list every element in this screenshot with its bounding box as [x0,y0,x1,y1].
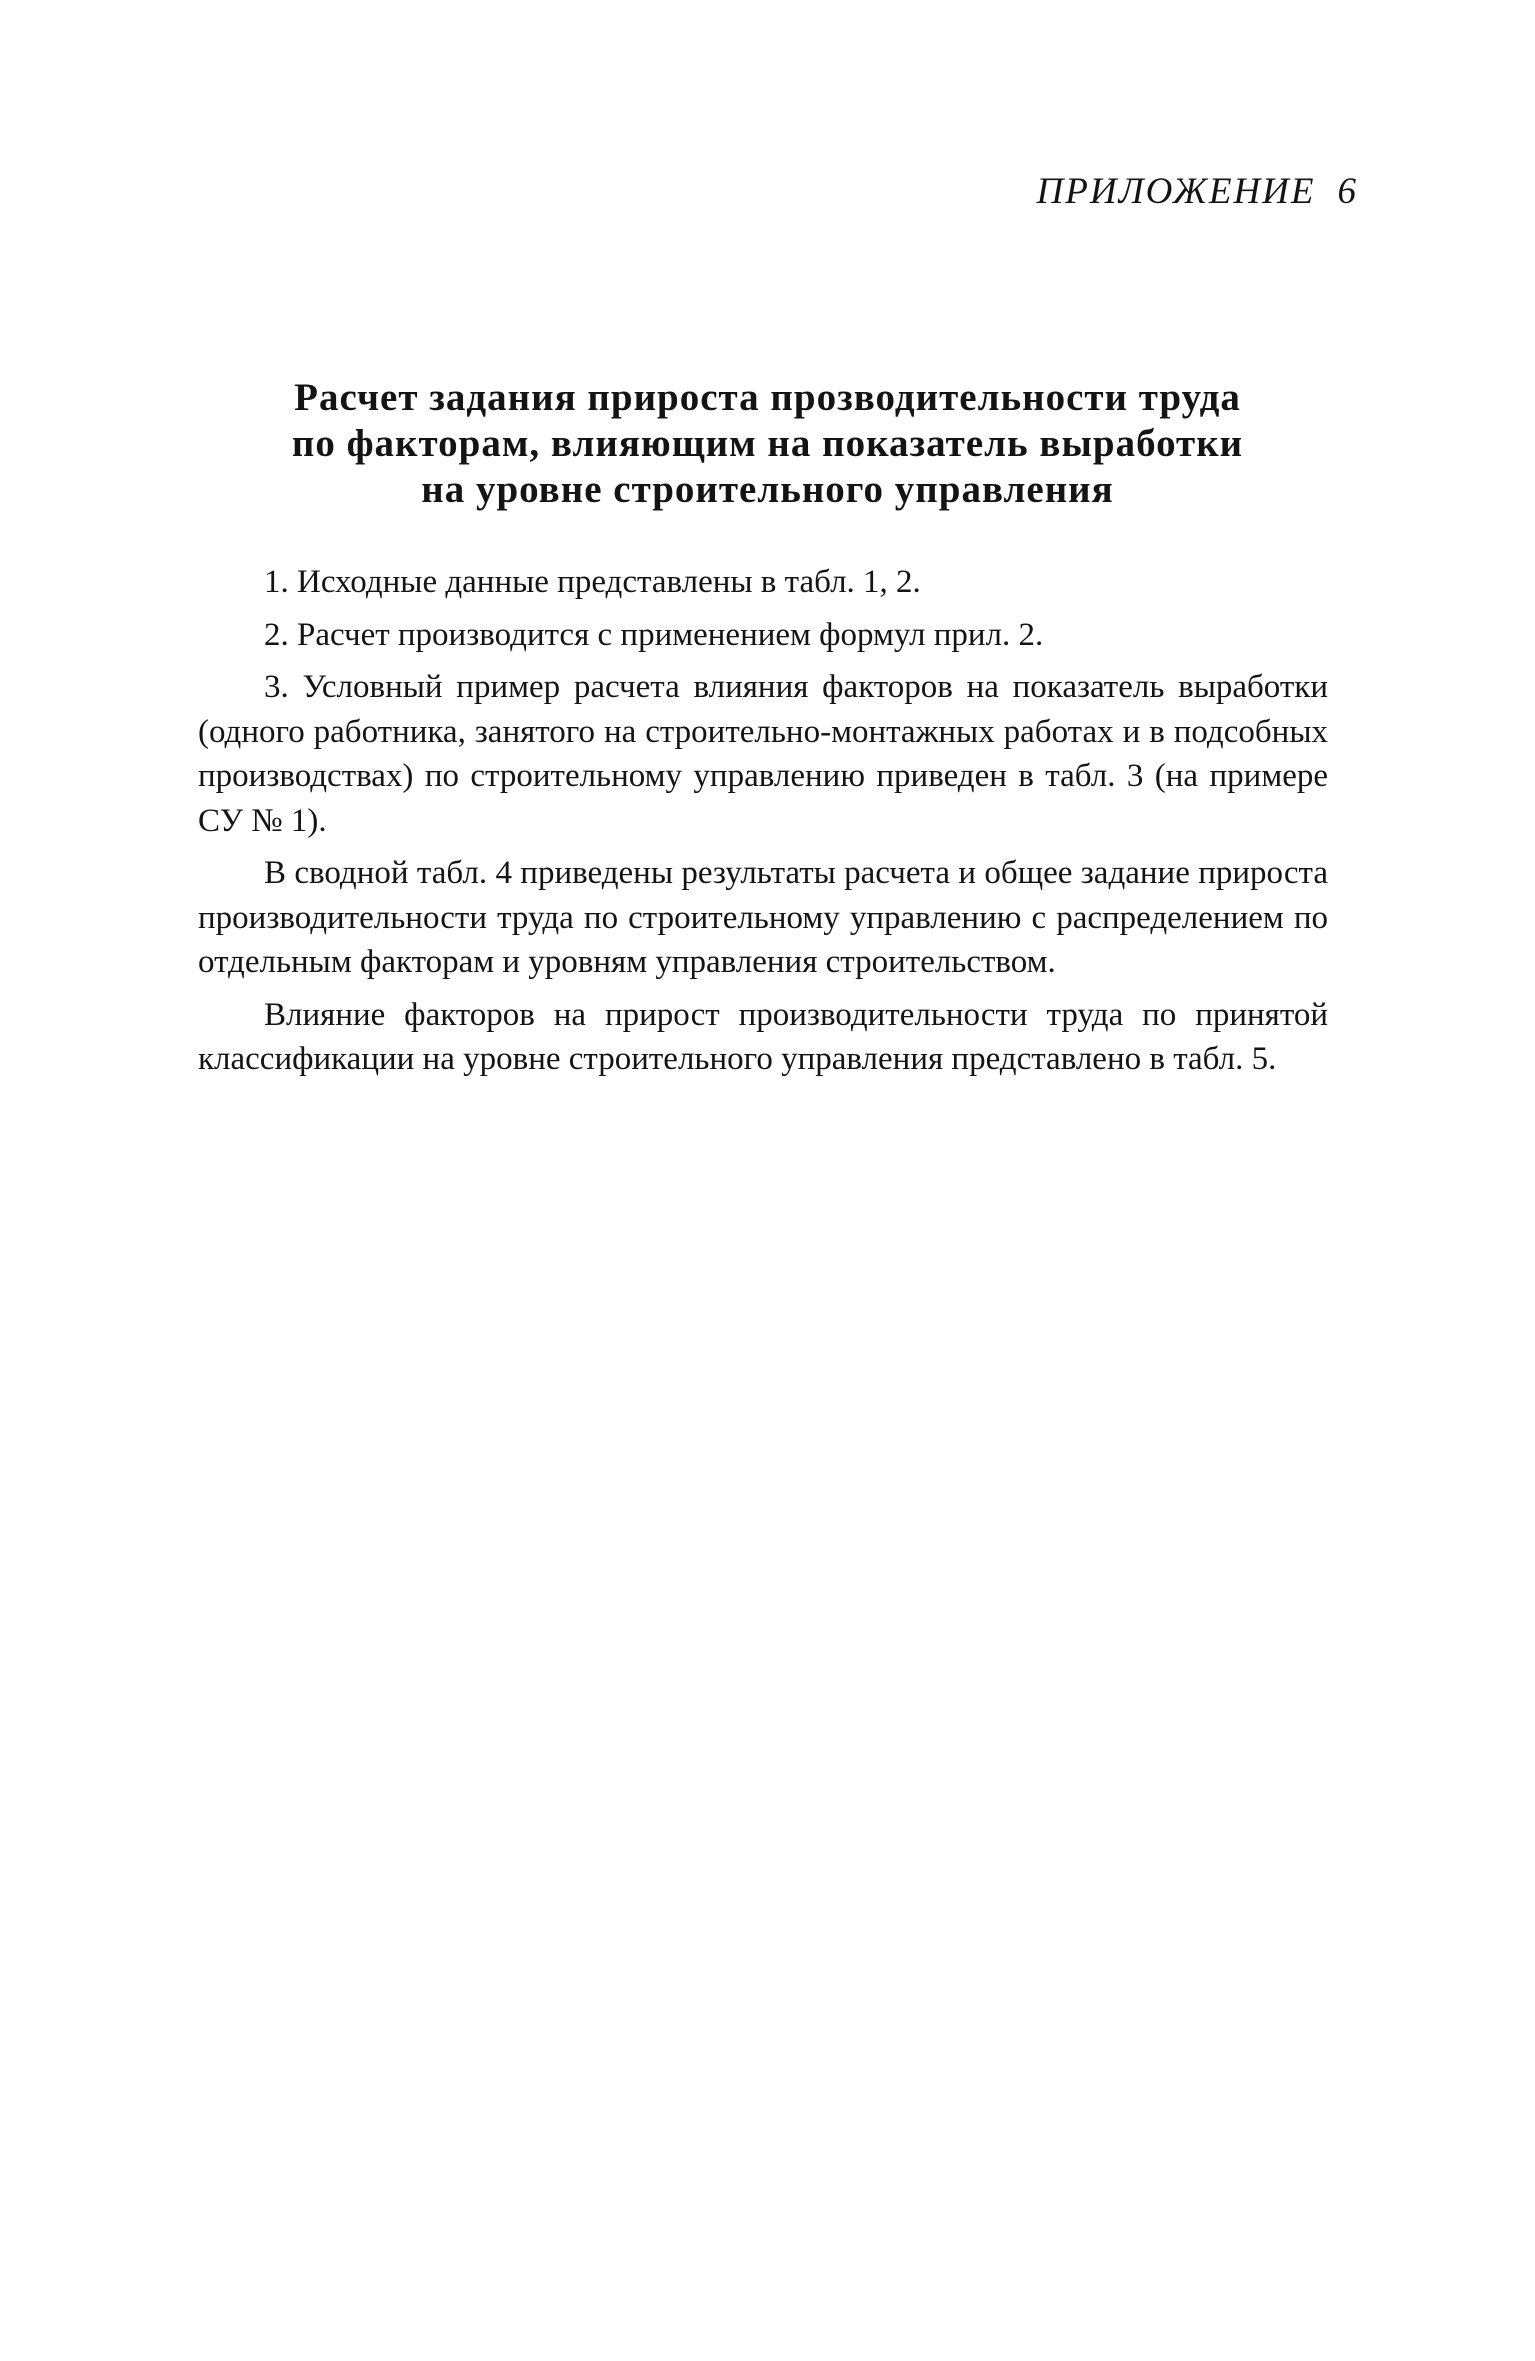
title-line-3: на уровне строительного управления [421,468,1114,511]
title-line-1: Расчет задания прироста прозводительности труда [294,376,1241,419]
appendix-number: 6 [1337,171,1358,212]
appendix-label [1037,170,1358,213]
document-title [200,375,1335,513]
paragraph-item-1: 1. Исходные данные представлены в табл. 1, 2. [264,564,921,600]
paragraph-factors-influence: Влияние факторов на прирост производительности труда по принятой классификации на уровне строительного управления представлено в табл. 5. [198,996,1328,1077]
document-body [198,560,1328,1082]
title-line-2: по факторам, влияющим на показатель выработки [291,422,1244,465]
paragraph-item-3: 3. Условный пример расчета влияния факторов на показатель выработки (одного работника, занятого на строительно-монтажных работах и в подсобных производствах) по строительному управлению приведен в табл. 3 (на примере СУ № 1). [198,669,1328,839]
paragraph-item-2: 2. Расчет производится с применением формул прил. 2. [264,616,1044,653]
paragraph-summary-table: В сводной табл. 4 приведены результаты расчета и общее задание прироста производительности труда по строительному управлению с распределением по отдельным факторам и уровням управления строительством. [198,855,1328,980]
appendix-word: ПРИЛОЖЕНИЕ [1036,171,1316,212]
